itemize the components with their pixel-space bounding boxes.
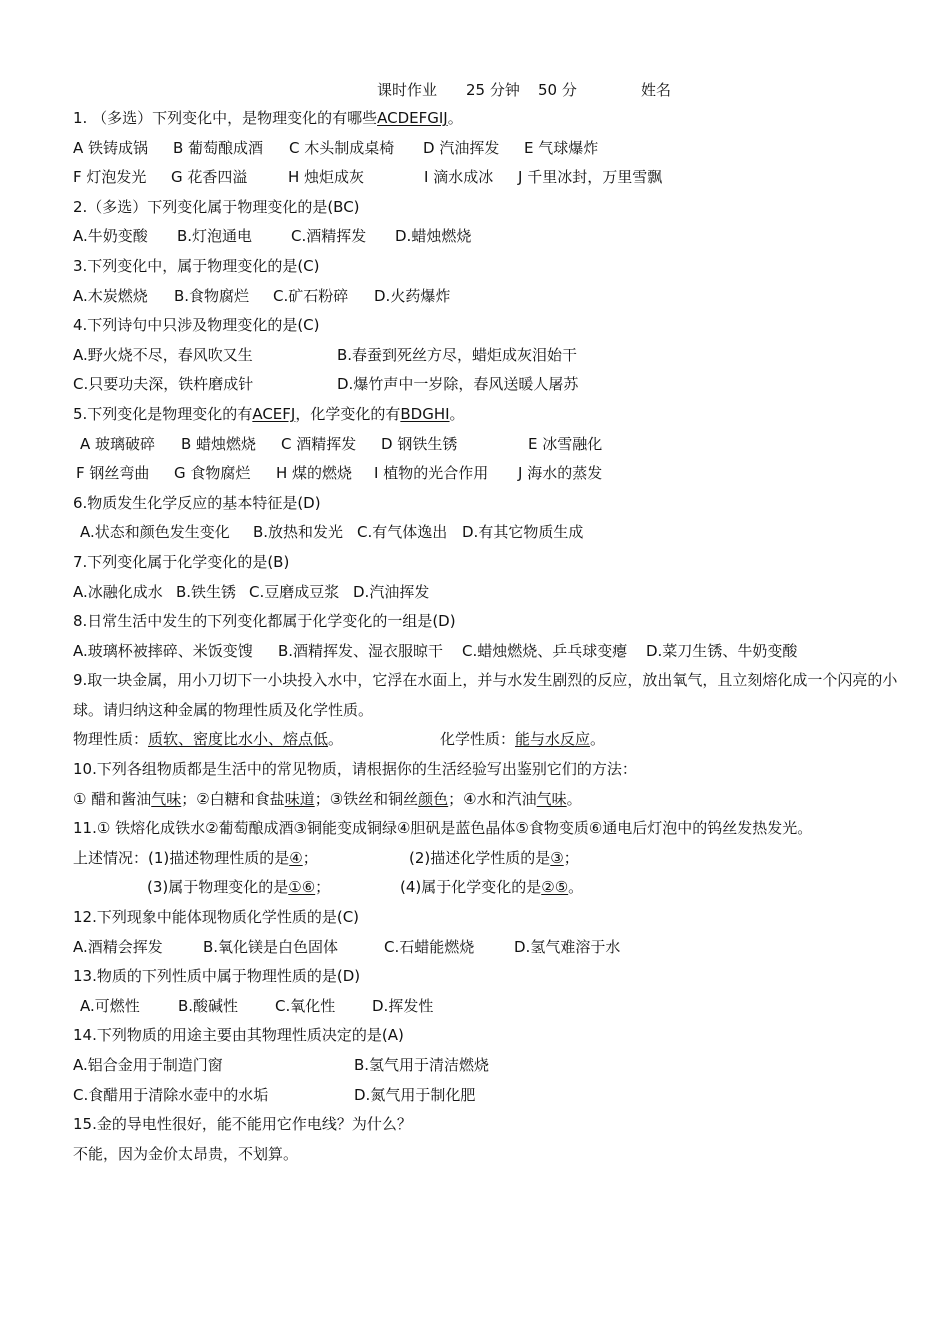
answer-blank: ③ [550, 848, 564, 867]
question-7-options [73, 578, 933, 608]
option: A.野火烧不尽，春风吹又生 [73, 345, 253, 364]
option: A.玻璃杯被摔碎、米饭变馊 [73, 641, 253, 660]
option: A.冰融化成水 [73, 582, 163, 601]
option: B.酒精挥发、湿衣服晾干 [278, 641, 444, 660]
question-12-options [73, 933, 933, 963]
time-limit: 25 分钟 [466, 81, 520, 99]
option: A.牛奶变酸 [73, 227, 148, 246]
question-14-options-row-1 [73, 1051, 933, 1081]
option: E 冰雪融化 [528, 434, 603, 453]
option: J 海水的蒸发 [518, 464, 603, 483]
question-8-options [73, 637, 933, 667]
question-9-stem: 9.取一块金属，用小刀切下一小块投入水中，它浮在水面上，并与水发生剧烈的反应，放出氧气，且立刻熔化成一个闪亮的小球。请归纳这种金属的物理性质及化学性质。 [73, 671, 898, 719]
option: C.氧化性 [275, 996, 336, 1015]
option: B 蜡烛燃烧 [181, 434, 257, 453]
option: B.放热和发光 [253, 523, 344, 542]
option: A.状态和颜色发生变化 [80, 523, 230, 542]
chemical-property-answer: 能与水反应 [515, 730, 591, 749]
answer-blank: 味道 [284, 789, 315, 808]
option: C.石蜡能燃烧 [384, 937, 475, 956]
question-5-answer-chemical: BDGHI [400, 404, 450, 423]
question-6-options [73, 518, 933, 548]
option: C.食醋用于清除水壶中的水垢 [73, 1085, 269, 1104]
option: A 铁铸成锅 [73, 138, 149, 157]
option: F 灯泡发光 [73, 168, 147, 187]
question-5-stem: 5.下列变化是物理变化的有ACEFJ，化学变化的有BDGHI。 [73, 404, 465, 423]
answer-blank: ④ [289, 848, 303, 867]
question-14-stem: 14.下列物质的用途主要由其物理性质决定的是(A) [73, 1026, 404, 1045]
option: D 钢铁生锈 [381, 434, 458, 453]
question-2-stem: 2.（多选）下列变化属于物理变化的是(BC) [73, 197, 360, 216]
answer-blank: ①⑥ [288, 878, 316, 897]
option: D.挥发性 [372, 996, 434, 1015]
option: C 酒精挥发 [281, 434, 357, 453]
question-14-options-row-2 [73, 1081, 933, 1111]
question-7-stem: 7.下列变化属于化学变化的是(B) [73, 552, 290, 571]
answer-blank: 气味 [151, 789, 182, 808]
option: C.矿石粉碎 [273, 286, 349, 305]
question-13-options [73, 992, 933, 1022]
question-8-stem: 8.日常生活中发生的下列变化都属于化学变化的一组是(D) [73, 612, 456, 631]
question-3-options [73, 282, 933, 312]
question-15-stem: 15.金的导电性很好，能不能用它作电线？为什么？ [73, 1115, 412, 1134]
option: C.只要功夫深，铁杵磨成针 [73, 375, 254, 394]
option: B.酸碱性 [178, 996, 239, 1015]
option: J 千里冰封，万里雪飘 [518, 168, 663, 187]
question-11-answers-row-2: (3)属于物理变化的是①⑥； (4)属于化学变化的是②⑤。 [147, 878, 584, 897]
option: D.汽油挥发 [353, 582, 430, 601]
option: C.蜡烛燃烧、乒乓球变瘪 [462, 641, 628, 660]
option: C.酒精挥发 [291, 227, 367, 246]
question-13-stem: 13.物质的下列性质中属于物理性质的是(D) [73, 967, 361, 986]
option: A.铝合金用于制造门窗 [73, 1056, 223, 1074]
question-11-answers-row-1: 上述情况：(1)描述物理性质的是④； (2)描述化学性质的是③； [73, 848, 579, 867]
option: I 滴水成冰 [424, 168, 494, 187]
option: D.有其它物质生成 [462, 523, 584, 542]
option: B.氢气用于清洁燃烧 [354, 1056, 490, 1074]
option: H 烛炬成灰 [288, 168, 365, 187]
name-label: 姓名 [641, 81, 672, 99]
option: D.氢气难溶于水 [514, 937, 621, 956]
option: B.春蚕到死丝方尽，蜡炬成灰泪始干 [337, 345, 578, 364]
option: G 花香四溢 [171, 168, 248, 187]
option: C.豆磨成豆浆 [249, 582, 340, 601]
question-1-answer: ACDEFGIJ [377, 109, 448, 127]
question-1-stem: 1. （多选）下列变化中，是物理变化的有哪些ACDEFGIJ。 [73, 109, 463, 127]
question-15-answer: 不能，因为金价太昂贵，不划算。 [73, 1144, 299, 1163]
option: B.氧化镁是白色固体 [203, 937, 339, 956]
option: F 钢丝弯曲 [76, 464, 150, 483]
physical-property-answer: 质软、密度比水小、熔点低 [148, 730, 329, 749]
question-6-stem: 6.物质发生化学反应的基本特征是(D) [73, 493, 321, 512]
option: G 食物腐烂 [174, 464, 251, 483]
question-1-options-row-2 [73, 163, 933, 193]
answer-blank: ②⑤ [541, 878, 569, 897]
question-list [73, 104, 933, 1169]
option: B.铁生锈 [176, 582, 237, 601]
option: B.灯泡通电 [177, 227, 253, 246]
question-11-stem: 11.① 铁熔化成铁水②葡萄酿成酒③铜能变成铜绿④胆矾是蓝色晶体⑤食物变质⑥通电后灯泡中的钨丝发热发光。 [73, 819, 813, 838]
option: D.菜刀生锈、牛奶变酸 [646, 641, 798, 660]
option: A.木炭燃烧 [73, 286, 148, 305]
question-5-options-row-2 [73, 459, 933, 489]
option: B.食物腐烂 [174, 286, 250, 305]
option: A 玻璃破碎 [80, 434, 156, 453]
option: B 葡萄酿成酒 [173, 138, 264, 157]
option: D.爆竹声中一岁除，春风送暖人屠苏 [337, 375, 579, 394]
question-5-answer-physical: ACEFJ [252, 404, 296, 423]
option: H 煤的燃烧 [276, 464, 353, 483]
question-3-stem: 3.下列变化中，属于物理变化的是(C) [73, 256, 320, 275]
question-9-answers: 物理性质：质软、密度比水小、熔点低。 化学性质：能与水反应。 [73, 730, 606, 749]
option: A.可燃性 [80, 996, 140, 1015]
question-12-stem: 12.下列现象中能体现物质化学性质的是(C) [73, 908, 360, 927]
option: D.蜡烛燃烧 [395, 227, 472, 246]
worksheet-header [0, 79, 950, 99]
option: C.有气体逸出 [357, 523, 448, 542]
question-5-options-row-1 [73, 430, 933, 460]
option: D.火药爆炸 [374, 286, 451, 305]
option: I 植物的光合作用 [374, 464, 489, 483]
worksheet-title: 课时作业 [377, 81, 438, 99]
option: D 汽油挥发 [423, 138, 500, 157]
question-4-options-row-2 [73, 370, 933, 400]
option: C 木头制成桌椅 [289, 138, 395, 157]
option: A.酒精会挥发 [73, 937, 163, 956]
question-4-options-row-1 [73, 341, 933, 371]
total-score: 50 分 [538, 81, 577, 99]
question-1-options-row-1 [73, 134, 933, 164]
option: D.氮气用于制化肥 [354, 1085, 476, 1104]
question-2-options [73, 222, 933, 252]
question-10-stem: 10.下列各组物质都是生活中的常见物质，请根据你的生活经验写出鉴别它们的方法： [73, 760, 637, 779]
option: E 气球爆炸 [524, 138, 599, 157]
question-4-stem: 4.下列诗句中只涉及物理变化的是(C) [73, 316, 320, 335]
question-10-answers: ① 醋和酱油气味；②白糖和食盐味道；③铁丝和铜丝颜色；④水和汽油气味。 [73, 789, 582, 808]
answer-blank: 颜色 [418, 789, 449, 808]
answer-blank: 气味 [536, 789, 567, 808]
